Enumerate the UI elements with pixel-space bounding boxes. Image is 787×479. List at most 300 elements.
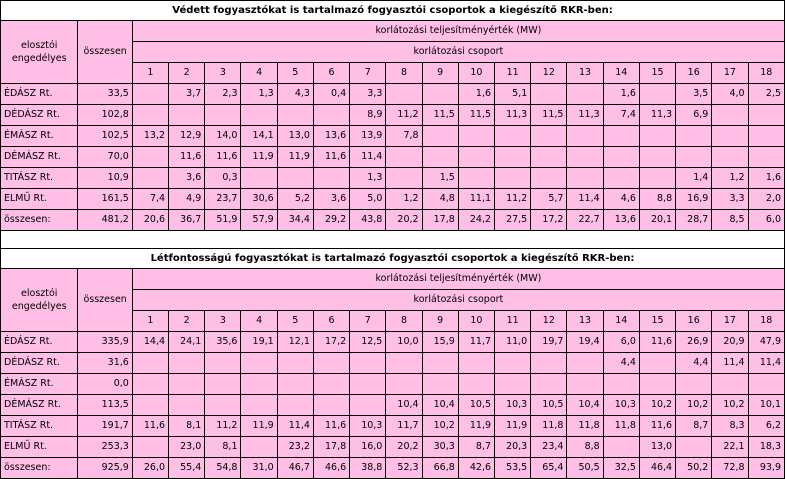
table-cell <box>241 395 277 416</box>
table-cell <box>132 168 168 189</box>
table-cell: 10,3 <box>495 395 531 416</box>
table-cell <box>132 147 168 168</box>
table-cell <box>531 147 567 168</box>
table-cell: 1,3 <box>350 168 386 189</box>
table-cell <box>495 374 531 395</box>
table-cell <box>386 374 422 395</box>
table-cell: 20,2 <box>386 437 422 458</box>
table-cell: 11,7 <box>458 332 494 353</box>
table-cell: 23,2 <box>277 437 313 458</box>
table-cell: 10,1 <box>748 395 784 416</box>
table-cell <box>531 168 567 189</box>
table-cell <box>495 353 531 374</box>
table-cell <box>386 84 422 105</box>
table-cell <box>567 353 603 374</box>
table-cell: 11,1 <box>458 189 494 210</box>
table-cell: 42,6 <box>458 458 494 479</box>
table-cell <box>241 168 277 189</box>
table-cell: 10,4 <box>422 395 458 416</box>
group-number: 2 <box>169 63 205 84</box>
table-cell <box>676 147 712 168</box>
table-cell: 8,8 <box>639 189 675 210</box>
table-cell: 10,2 <box>422 416 458 437</box>
group-number: 5 <box>277 63 313 84</box>
table-cell: 8,1 <box>169 416 205 437</box>
row-total: 102,8 <box>78 105 132 126</box>
table-cell: 65,4 <box>531 458 567 479</box>
table-cell: 23,0 <box>169 437 205 458</box>
group-number: 12 <box>531 63 567 84</box>
table-cell <box>458 168 494 189</box>
table-cell <box>132 437 168 458</box>
group-number: 2 <box>169 311 205 332</box>
table-cell: 50,2 <box>676 458 712 479</box>
table-cell: 93,9 <box>748 458 784 479</box>
row-total: 253,3 <box>78 437 132 458</box>
table-row <box>1 458 785 479</box>
table-cell: 35,6 <box>205 332 241 353</box>
group-number: 17 <box>712 311 748 332</box>
table-cell <box>205 105 241 126</box>
group-number: 15 <box>639 311 675 332</box>
table-cell <box>639 374 675 395</box>
group-number: 7 <box>350 63 386 84</box>
table-cell: 10,2 <box>712 395 748 416</box>
header-distributor-label: elosztói engedélyes <box>11 288 67 312</box>
table-cell: 13,2 <box>132 126 168 147</box>
group-number: 6 <box>313 63 349 84</box>
table-cell <box>712 126 748 147</box>
table-cell: 10,5 <box>458 395 494 416</box>
table-cell: 12,5 <box>350 332 386 353</box>
protected-title-row <box>1 1 785 21</box>
table-cell <box>313 168 349 189</box>
row-label: ÉDÁSZ Rt. <box>1 332 78 353</box>
table-row <box>1 332 785 353</box>
table-cell <box>313 374 349 395</box>
table-cell <box>567 84 603 105</box>
table-cell <box>531 353 567 374</box>
table-cell: 10,0 <box>386 332 422 353</box>
table-cell <box>422 353 458 374</box>
table-cell <box>639 147 675 168</box>
table-cell: 46,4 <box>639 458 675 479</box>
table-cell: 13,6 <box>313 126 349 147</box>
table-cell <box>241 353 277 374</box>
table-cell <box>531 374 567 395</box>
spacer <box>1 231 785 249</box>
table-cell: 57,9 <box>241 210 277 231</box>
table-cell: 11,8 <box>603 416 639 437</box>
table-cell: 8,3 <box>712 416 748 437</box>
table-cell: 7,4 <box>132 189 168 210</box>
table-cell: 15,9 <box>422 332 458 353</box>
table-cell: 4,3 <box>277 84 313 105</box>
group-number: 12 <box>531 311 567 332</box>
table-cell: 0,3 <box>205 168 241 189</box>
table-cell: 11,2 <box>495 189 531 210</box>
table-cell <box>205 374 241 395</box>
table-cell <box>422 147 458 168</box>
table-cell <box>132 105 168 126</box>
row-label: DÉDÁSZ Rt. <box>1 353 78 374</box>
row-total: 481,2 <box>78 210 132 231</box>
header-limit-group: korlátozási csoport <box>132 42 784 63</box>
group-number: 9 <box>422 311 458 332</box>
table-cell <box>495 147 531 168</box>
table-cell: 10,4 <box>567 395 603 416</box>
table-cell: 11,2 <box>205 416 241 437</box>
table-cell <box>241 374 277 395</box>
row-label: összesen: <box>1 458 78 479</box>
group-number: 1 <box>132 63 168 84</box>
row-total: 102,5 <box>78 126 132 147</box>
table-cell: 17,8 <box>422 210 458 231</box>
group-number: 4 <box>241 311 277 332</box>
table-cell <box>169 395 205 416</box>
table-cell: 0,4 <box>313 84 349 105</box>
group-number: 15 <box>639 63 675 84</box>
table-cell <box>386 168 422 189</box>
table-cell: 11,8 <box>567 416 603 437</box>
table-cell: 20,1 <box>639 210 675 231</box>
table-row <box>1 353 785 374</box>
table-cell <box>639 353 675 374</box>
table-cell: 11,9 <box>495 416 531 437</box>
table-cell: 24,1 <box>169 332 205 353</box>
table-row <box>1 210 785 231</box>
table-cell <box>603 147 639 168</box>
row-total: 191,7 <box>78 416 132 437</box>
table-cell: 1,3 <box>241 84 277 105</box>
table-cell: 6,0 <box>603 332 639 353</box>
header-distributor <box>1 269 78 332</box>
row-total: 113,5 <box>78 395 132 416</box>
table-cell <box>639 168 675 189</box>
table-cell: 4,0 <box>712 84 748 105</box>
table-cell <box>495 126 531 147</box>
table-cell <box>676 374 712 395</box>
table-cell: 3,5 <box>676 84 712 105</box>
table-cell: 14,1 <box>241 126 277 147</box>
table-cell: 11,4 <box>277 416 313 437</box>
row-total: 33,5 <box>78 84 132 105</box>
table-row <box>1 84 785 105</box>
table-cell <box>132 374 168 395</box>
row-total: 335,9 <box>78 332 132 353</box>
table-cell: 11,5 <box>422 105 458 126</box>
table-cell: 20,6 <box>132 210 168 231</box>
header-distributor-label: elosztói engedélyes <box>11 40 67 64</box>
table-cell <box>350 374 386 395</box>
table-cell <box>241 105 277 126</box>
group-number: 8 <box>386 63 422 84</box>
table-cell <box>205 353 241 374</box>
table-cell <box>277 105 313 126</box>
table-cell: 11,0 <box>495 332 531 353</box>
table-row <box>1 126 785 147</box>
table-cell <box>567 126 603 147</box>
table-cell: 11,9 <box>277 147 313 168</box>
table-cell: 11,4 <box>748 353 784 374</box>
table-cell <box>386 353 422 374</box>
table-cell: 8,8 <box>567 437 603 458</box>
section-title: Védett fogyasztókat is tartalmazó fogyasztói csoportok a kiegészítő RKR-ben: <box>1 1 785 21</box>
table-cell <box>132 353 168 374</box>
table-cell <box>748 126 784 147</box>
table-cell: 12,1 <box>277 332 313 353</box>
table-cell: 19,7 <box>531 332 567 353</box>
table-cell: 11,6 <box>313 416 349 437</box>
row-label: TITÁSZ Rt. <box>1 168 78 189</box>
group-number: 6 <box>313 311 349 332</box>
table-cell: 4,9 <box>169 189 205 210</box>
table-cell: 5,1 <box>495 84 531 105</box>
table-cell: 13,0 <box>639 437 675 458</box>
vital-title-row <box>1 249 785 269</box>
group-number: 9 <box>422 63 458 84</box>
table-cell: 4,4 <box>603 353 639 374</box>
table-row <box>1 147 785 168</box>
table-cell: 24,2 <box>458 210 494 231</box>
table-cell: 11,4 <box>567 189 603 210</box>
table-cell <box>422 84 458 105</box>
table-cell: 6,2 <box>748 416 784 437</box>
row-label: TITÁSZ Rt. <box>1 416 78 437</box>
table-cell: 3,7 <box>169 84 205 105</box>
row-label: DÉMÁSZ Rt. <box>1 395 78 416</box>
table-cell <box>458 353 494 374</box>
table-cell: 11,9 <box>241 416 277 437</box>
table-row <box>1 395 785 416</box>
group-number: 3 <box>205 63 241 84</box>
table-cell: 4,6 <box>603 189 639 210</box>
table-cell: 29,2 <box>313 210 349 231</box>
table-cell <box>567 168 603 189</box>
header-limit-value: korlátozási teljesítményérték (MW) <box>132 269 784 290</box>
table-cell: 6,9 <box>676 105 712 126</box>
table-cell: 2,0 <box>748 189 784 210</box>
header-distributor <box>1 21 78 84</box>
table-cell: 4,8 <box>422 189 458 210</box>
table-cell: 4,4 <box>676 353 712 374</box>
table-cell: 10,2 <box>676 395 712 416</box>
table-cell: 2,5 <box>748 84 784 105</box>
table-cell: 46,7 <box>277 458 313 479</box>
group-number: 7 <box>350 311 386 332</box>
table-cell <box>639 84 675 105</box>
table-cell <box>748 374 784 395</box>
table-cell: 11,6 <box>132 416 168 437</box>
header-limit-value: korlátozási teljesítményérték (MW) <box>132 21 784 42</box>
table-cell <box>205 395 241 416</box>
table-cell: 17,8 <box>313 437 349 458</box>
table-cell: 16,0 <box>350 437 386 458</box>
table-cell: 11,6 <box>639 416 675 437</box>
group-number: 8 <box>386 311 422 332</box>
table-cell <box>277 374 313 395</box>
table-cell: 54,8 <box>205 458 241 479</box>
table-cell <box>422 126 458 147</box>
table-cell <box>277 395 313 416</box>
group-number: 5 <box>277 311 313 332</box>
table-cell <box>712 147 748 168</box>
table-cell: 6,0 <box>748 210 784 231</box>
table-cell: 8,7 <box>676 416 712 437</box>
row-total: 161,5 <box>78 189 132 210</box>
table-cell: 16,9 <box>676 189 712 210</box>
table-cell <box>531 126 567 147</box>
table-cell: 8,7 <box>458 437 494 458</box>
table-cell <box>132 395 168 416</box>
table-cell <box>313 353 349 374</box>
table-cell: 38,8 <box>350 458 386 479</box>
table-cell: 11,9 <box>241 147 277 168</box>
table-cell: 11,5 <box>531 105 567 126</box>
table-row <box>1 374 785 395</box>
row-label: ÉMÁSZ Rt. <box>1 374 78 395</box>
table-cell <box>748 147 784 168</box>
table-cell: 11,8 <box>531 416 567 437</box>
table-cell: 22,7 <box>567 210 603 231</box>
group-number: 13 <box>567 63 603 84</box>
table-cell: 19,4 <box>567 332 603 353</box>
table-cell: 46,6 <box>313 458 349 479</box>
group-number: 4 <box>241 63 277 84</box>
table-cell: 11,5 <box>458 105 494 126</box>
table-cell: 3,6 <box>313 189 349 210</box>
group-number: 11 <box>495 311 531 332</box>
row-label: DÉDÁSZ Rt. <box>1 105 78 126</box>
table-cell: 51,9 <box>205 210 241 231</box>
table-cell <box>313 105 349 126</box>
table-cell: 52,3 <box>386 458 422 479</box>
table-row <box>1 105 785 126</box>
table-row <box>1 189 785 210</box>
table-cell: 19,1 <box>241 332 277 353</box>
table-cell <box>639 126 675 147</box>
table-cell: 5,7 <box>531 189 567 210</box>
table-cell: 14,4 <box>132 332 168 353</box>
table-cell <box>567 147 603 168</box>
group-number: 14 <box>603 311 639 332</box>
table-cell: 10,3 <box>350 416 386 437</box>
row-label: DÉMÁSZ Rt. <box>1 147 78 168</box>
table-cell: 11,6 <box>205 147 241 168</box>
table-cell: 8,9 <box>350 105 386 126</box>
table-cell <box>458 374 494 395</box>
table-cell: 1,4 <box>676 168 712 189</box>
group-number: 16 <box>676 311 712 332</box>
table-cell: 22,1 <box>712 437 748 458</box>
table-cell: 26,9 <box>676 332 712 353</box>
table-cell: 20,9 <box>712 332 748 353</box>
table-cell <box>313 395 349 416</box>
table-cell: 5,2 <box>277 189 313 210</box>
table-cell: 50,5 <box>567 458 603 479</box>
table-cell: 27,5 <box>495 210 531 231</box>
row-label: ÉMÁSZ Rt. <box>1 126 78 147</box>
group-number: 3 <box>205 311 241 332</box>
group-number: 11 <box>495 63 531 84</box>
vital-header-row <box>1 269 785 290</box>
table-cell: 1,2 <box>386 189 422 210</box>
table-cell <box>676 126 712 147</box>
table-cell <box>386 147 422 168</box>
row-label: ELMŰ Rt. <box>1 189 78 210</box>
table-cell: 8,1 <box>205 437 241 458</box>
table-cell <box>350 395 386 416</box>
table-cell: 31,0 <box>241 458 277 479</box>
table-cell <box>748 105 784 126</box>
group-number: 17 <box>712 63 748 84</box>
row-total: 0,0 <box>78 374 132 395</box>
table-cell: 10,3 <box>603 395 639 416</box>
table-cell <box>241 437 277 458</box>
table-cell <box>169 105 205 126</box>
table-cell <box>712 105 748 126</box>
table-cell: 47,9 <box>748 332 784 353</box>
table-cell: 30,6 <box>241 189 277 210</box>
table-cell: 1,6 <box>458 84 494 105</box>
table-cell: 7,8 <box>386 126 422 147</box>
table-cell: 11,6 <box>639 332 675 353</box>
table-cell: 20,2 <box>386 210 422 231</box>
section-gap <box>1 231 785 249</box>
table-cell: 11,3 <box>495 105 531 126</box>
group-number: 16 <box>676 63 712 84</box>
table-cell: 20,3 <box>495 437 531 458</box>
table-cell <box>603 374 639 395</box>
table-cell: 26,0 <box>132 458 168 479</box>
table-cell: 1,2 <box>712 168 748 189</box>
table-cell: 11,6 <box>313 147 349 168</box>
table-cell: 17,2 <box>531 210 567 231</box>
table-cell: 36,7 <box>169 210 205 231</box>
table-cell: 12,9 <box>169 126 205 147</box>
table-cell: 23,7 <box>205 189 241 210</box>
section-title: Létfontosságú fogyasztókat is tartalmazó fogyasztói csoportok a kiegészítő RKR-ben: <box>1 249 785 269</box>
table-cell <box>132 84 168 105</box>
table-cell: 72,8 <box>712 458 748 479</box>
table-row <box>1 416 785 437</box>
row-label: összesen: <box>1 210 78 231</box>
table-cell: 3,3 <box>712 189 748 210</box>
table-cell <box>603 168 639 189</box>
table-cell: 18,3 <box>748 437 784 458</box>
table-cell: 23,4 <box>531 437 567 458</box>
table-cell: 11,3 <box>567 105 603 126</box>
table-cell <box>458 126 494 147</box>
table-cell: 11,4 <box>712 353 748 374</box>
row-total: 70,0 <box>78 147 132 168</box>
row-total: 10,9 <box>78 168 132 189</box>
table-cell: 11,4 <box>350 147 386 168</box>
group-number: 18 <box>748 311 784 332</box>
group-number: 18 <box>748 63 784 84</box>
table-cell <box>277 168 313 189</box>
table-cell: 28,7 <box>676 210 712 231</box>
header-limit-group: korlátozási csoport <box>132 290 784 311</box>
table-cell: 34,4 <box>277 210 313 231</box>
table-cell <box>350 353 386 374</box>
table-cell <box>676 437 712 458</box>
table-row <box>1 168 785 189</box>
table-cell: 10,5 <box>531 395 567 416</box>
table-cell <box>169 374 205 395</box>
table-cell: 3,6 <box>169 168 205 189</box>
table-cell <box>277 353 313 374</box>
